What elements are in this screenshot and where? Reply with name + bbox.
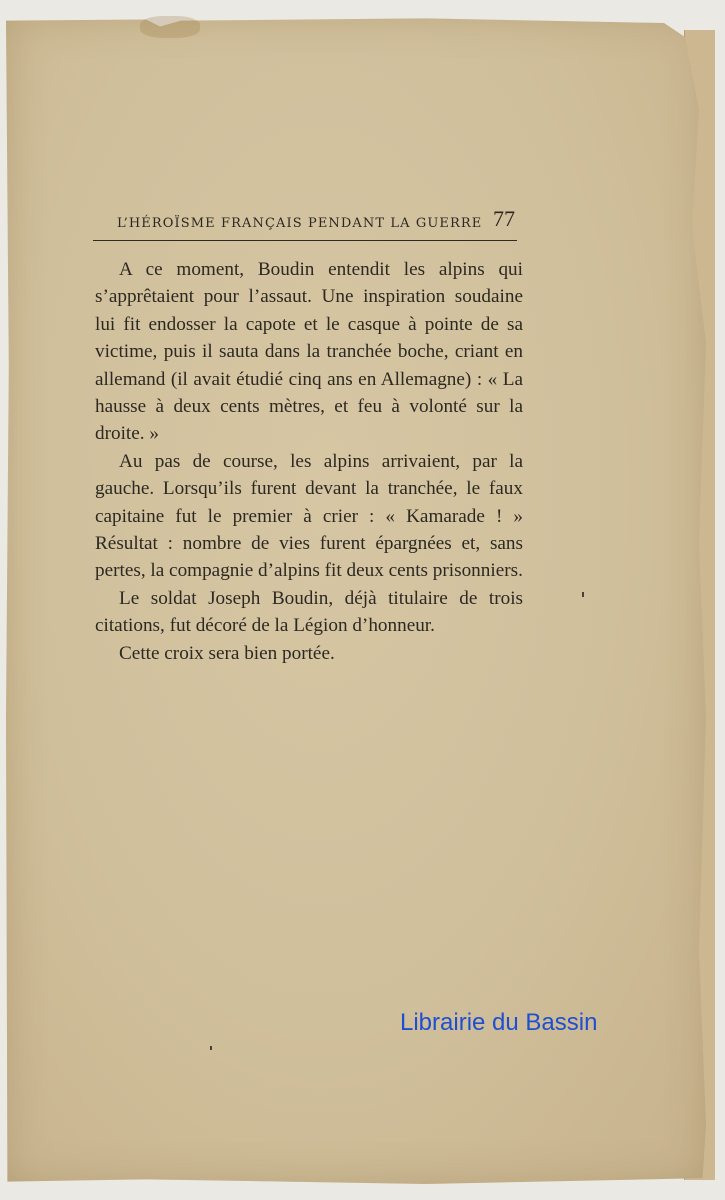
- paragraph-4: Cette croix sera bien portée.: [119, 642, 335, 664]
- page-number: 77: [493, 206, 515, 231]
- body-text: [95, 256, 523, 667]
- paragraph-3: Le soldat Joseph Boudin, déjà titulaire de trois citations, fut décoré de la Légion d’honneur.: [95, 587, 523, 637]
- paper-stain: [140, 16, 200, 38]
- running-header: [93, 206, 517, 241]
- paragraph-2: Au pas de course, les alpins arrivaient, par la gauche. Lorsqu’ils furent devant la tranchée, le faux capitaine fut le premier à crier : « Kamarade ! » Résultat : nombre de vies furent épargnées et, sans pertes, la compagnie d’alpins fit deux cents prisonniers.: [95, 450, 523, 582]
- header-title: L’HÉROÏSME FRANÇAIS PENDANT LA GUERRE: [117, 216, 483, 231]
- paragraph-1: A ce moment, Boudin entendit les alpins qui s’apprêtaient pour l’assaut. Une inspiration soudaine lui fit endosser la capote et le casque à pointe de sa victime, puis il sauta dans la tranchée boche, criant en allemand (il avait étudié cinq ans en Allemagne) : « La hausse à deux cents mètres, et feu à volonté sur la droite. »: [95, 259, 523, 445]
- ink-speck: [582, 592, 584, 597]
- ink-speck: [210, 1046, 212, 1050]
- watermark-text: Librairie du Bassin: [400, 1009, 598, 1036]
